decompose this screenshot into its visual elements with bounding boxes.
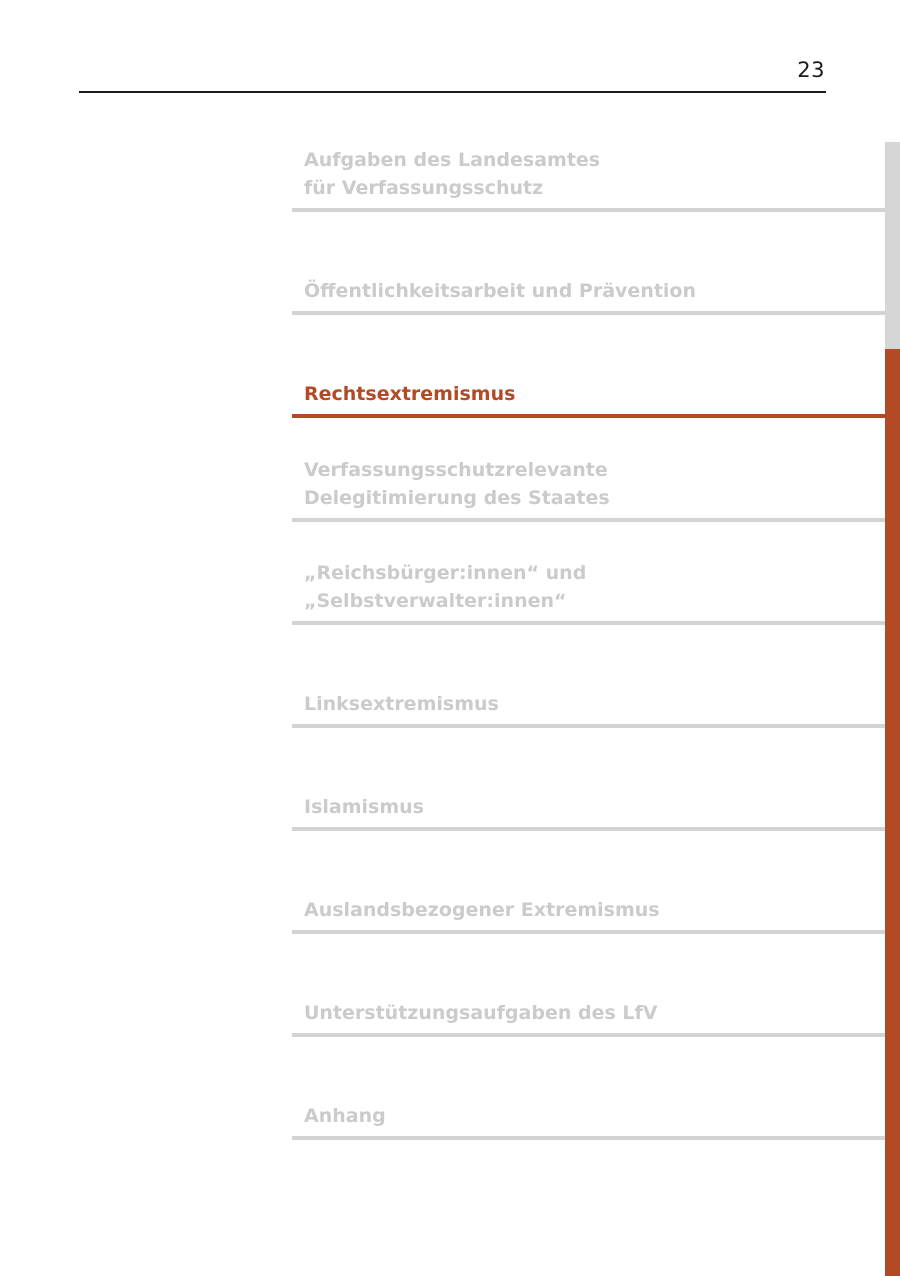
- toc-item-oeffentlichkeitsarbeit[interactable]: [292, 272, 885, 315]
- toc-item-label: Islamismus: [304, 796, 424, 818]
- toc-item-label: Aufgaben des Landesamtes für Verfassungsschutz: [304, 149, 601, 199]
- section-tab-grey: [885, 142, 900, 349]
- toc-item-label: Rechtsextremismus: [304, 383, 516, 405]
- toc-item-label: „Reichsbürger:innen“ und „Selbstverwalter:innen“: [304, 562, 587, 612]
- toc-item-label: Unterstützungsaufgaben des LfV: [304, 1002, 658, 1024]
- toc-item-rechtsextremismus[interactable]: [292, 375, 885, 418]
- section-tab-accent: [885, 349, 900, 1276]
- toc-item-label: Auslandsbezogener Extremismus: [304, 899, 660, 921]
- toc-item-unterstuetzungsaufgaben[interactable]: [292, 994, 885, 1037]
- toc-item-label: Anhang: [304, 1105, 386, 1127]
- toc-item-label: Verfassungsschutzrelevante Delegitimierung des Staates: [304, 459, 610, 509]
- toc-item-label: Öffentlichkeitsarbeit und Prävention: [304, 280, 697, 302]
- toc-item-reichsbuerger[interactable]: [292, 553, 885, 625]
- toc-item-linksextremismus[interactable]: [292, 685, 885, 728]
- toc-item-label: Linksextremismus: [304, 693, 499, 715]
- toc-item-aufgaben[interactable]: [292, 140, 885, 212]
- toc-item-delegitimierung[interactable]: [292, 450, 885, 522]
- table-of-contents: [292, 0, 885, 1276]
- toc-item-auslandsbezogener-extremismus[interactable]: [292, 891, 885, 934]
- page-number: 23: [797, 58, 825, 82]
- toc-item-anhang[interactable]: [292, 1097, 885, 1140]
- toc-item-islamismus[interactable]: [292, 788, 885, 831]
